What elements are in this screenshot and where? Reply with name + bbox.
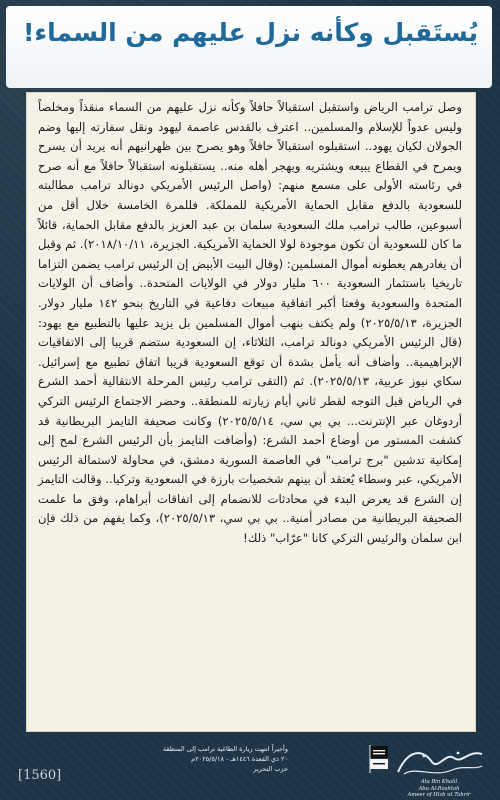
page-title: يُستَقبل وكأنه نزل عليهم من السماء!: [22, 18, 478, 47]
signature-line-3: Ameer of Hizb ut Tahrir: [407, 792, 471, 798]
signature-line-2: Abu Al-Rashtah: [418, 785, 460, 792]
signature-line-1: Ata Bin Khalil: [420, 779, 458, 785]
footer-note: [138, 744, 288, 774]
signature-caption: [397, 779, 481, 799]
footer-line-2: ٢٠ ذي القعدة ١٤٤٦هـ - ٢٠٢٥/٥/١٨م: [191, 755, 288, 763]
flag-icon: [368, 744, 390, 774]
article-panel: [26, 92, 476, 732]
article-body: وصل ترامب الرياض واستقبل استقبالاً حافلاً وكأنه نزل عليهم من السماء منقذاً ومخلصاً وليس عدواً للإسلام والمسلمين.. اعترف بالقدس عاصمة ليهود ونقل سفارته إليها وضم الجولان لكيان يهود.. استقبلوه استقبالاً حافلاً وهو يصرح بين ظهرانيهم أنه يريد أن يسرح ويمرح في القطاع يبيعه ويشتريه ويهجر أهله منه.. يستقبلونه استقبالاً حافلاً مع أنه صرح في رئاسته الأولى على مسمع منهم: (واصل الرئيس الأمريكي دونالد ترامب مطالبته للسعودية بالدفع مقابل الحماية الأمريكية للمملكة. فللمرة الخامسة خلال أقل من أسبوعين، طالب ترامب ملك السعودية سلمان بن عبد العزيز بالدفع مقابل الحماية، قائلاً ما كان للسعودية أن تكون موجودة لولا الحماية الأمريكية. الجزيرة، ٢٠١٨/١٠/١١). ثم وقبل أن يغادرهم يعطونه أموال المسلمين: (وقال البيت الأبيض إن الرئيس ترامب يضمن التزاما تاريخيا باستثمار السعودية ٦٠٠ مليار دولار في الولايات المتحدة.. وأضاف أن الولايات المتحدة والسعودية وقعتا أكبر اتفاقية مبيعات دفاعية في التاريخ بنحو ١٤٢ مليار دولار. الجزيرة، ٢٠٢٥/٥/١٣) ولم يكتف بنهب أموال المسلمين بل يزيد عليها بالتطبيع مع يهود: (قال الرئيس الأمريكي دونالد ترامب، الثلاثاء، إن السعودية ستضم قريبا إلى الاتفاقيات الإبراهيمية.. وأضاف أنه يأمل بشدة أن توقع السعودية قريبا اتفاق تطبيع مع إسرائيل. سكاي نيوز عربية، ٢٠٢٥/٥/١٣). ثم (التقى ترامب رئيس المرحلة الانتقالية أحمد الشرع في الرياض قبل التوجه لقطر ثاني أيام زيارته للمنطقة.. وحضر الاجتماع الرئيس التركي أردوغان عبر الإنترنت... بي بي سي، ٢٠٢٥/٥/١٤) وكانت صحيفة التايمز البريطانية قد كشفت المستور من أوضاع أحمد الشرع: (وأضافت التايمز بأن الرئيس الشرع لمح إلى إمكانية تدشين "برج ترامب" في العاصمة السورية دمشق، في محاولة لاستمالة الرئيس الأمريكي، عبر وسطاء يُعتقد أن بينهم شخصيات بارزة في السعودية وتركيا.. وقالت التايمز إن الشرع قد يعرض البدء في محادثات للانضمام إلى اتفاقات أبراهام، وفق ما علمت الصحيفة البريطانية من مصادر أمنية.. بي بي سي، ٢٠٢٥/٥/١٣)، وكما يفهم من ذلك فإن ابن سلمان والرئيس التركي كانا "عرّاب" ذلك!: [38, 100, 463, 546]
issue-number: [1560]: [18, 768, 62, 783]
signature-logo: [394, 744, 486, 798]
title-banner: [6, 6, 492, 88]
footer-line-3: حزب التحرير: [253, 765, 288, 773]
footer-line-1: وأخيراً انتهت زيارة الطاغية ترامب إلى المنطقة: [163, 745, 288, 753]
